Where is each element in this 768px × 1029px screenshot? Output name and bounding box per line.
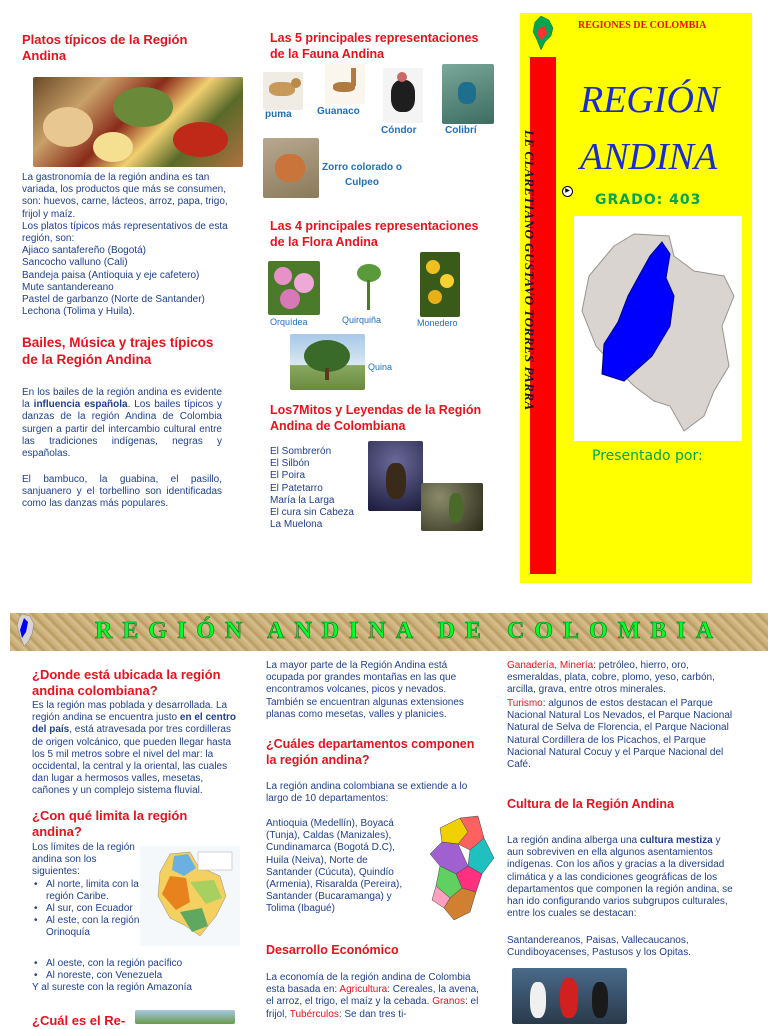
turismo-text: Turismo: algunos de estos destacan el Parque Nacional Natural Los Nevados, el Parque Nacional Natural de Selva de Florencia, el Parque Nacional Natural Cordillera de los Picachos, el Parque Nacional Natural Cocuy y el Parque Nacional del Café. xyxy=(507,698,733,771)
flora-label: Monedero xyxy=(417,318,458,328)
fauna-label: Guanaco xyxy=(317,106,360,117)
dept-list: Antioquia (Medellín), Boyacá (Tunja), Caldas (Manizales), Cundinamarca (Bogotá D.C), Huila (Neiva), Norte de Santander (Cúcuta), Quindío (Armenia), Risaralda (Pereira), Santander (Bucaramanga) y Tolima (Ibagué) xyxy=(266,818,403,915)
cover-map xyxy=(574,216,742,441)
mito-item: El Poira xyxy=(270,470,306,482)
mito-item: El Patetarro xyxy=(270,482,323,494)
plato-item: Ajiaco santafereño (Bogotá) xyxy=(22,245,146,257)
limites-map xyxy=(140,846,240,946)
bold-phrase: en el centro del país xyxy=(32,712,237,736)
quina-photo xyxy=(290,334,365,390)
fauna-label: Zorro colorado o Culpeo xyxy=(322,162,402,188)
limita-title: ¿Con qué limita la región andina? xyxy=(32,808,188,839)
platos-text xyxy=(22,172,234,318)
eco-highlight: Granos xyxy=(432,996,465,1008)
dept-intro: La región andina colombiana se extiende a lo largo de 10 departamentos: xyxy=(266,781,468,805)
limite-item: • Al oeste, con la región pacífico xyxy=(32,958,237,970)
limite-item: • Al este, con la región Orinoquía xyxy=(32,915,140,939)
bailes-title: Bailes, Música y trajes típicos de la Región Andina xyxy=(22,335,214,367)
eco-highlight: Ganadería xyxy=(507,660,555,671)
colibri-photo xyxy=(442,64,494,124)
cover-title-line2: ANDINA xyxy=(580,136,718,178)
dancers-photo xyxy=(512,968,627,1024)
bailes-p1: En los bailes de la región andina es evidente la influencia española. Los bailes típicos y danzas de la región Andina de Colombia surgen a partir del intercambio cultural entre las tradiciones indígenas, negras y españolas. xyxy=(22,387,223,460)
mito-item: La Muelona xyxy=(270,519,323,531)
limita-text xyxy=(32,842,140,940)
condor-photo xyxy=(383,68,423,123)
monedero-photo xyxy=(420,252,460,317)
plato-item: Pastel de garbanzo (Norte de Santander) xyxy=(22,294,205,306)
cover-title-line1: REGIÓN xyxy=(580,79,720,121)
departments-map xyxy=(410,808,496,928)
mito-item: El Sombrerón xyxy=(270,446,332,457)
mito-illustration xyxy=(368,441,423,511)
flora-label: Quina xyxy=(368,362,393,372)
limite-item: • Al sur, con Ecuador xyxy=(32,903,140,915)
quirquina-photo xyxy=(345,258,393,313)
mito-item: El cura sin Cabeza xyxy=(270,507,354,519)
platos-intro: La gastronomía de la región andina es tan variada, los productos que más se consumen, son: huevos, carne, lácteos, arroz, papa, trigo, frijol y maíz. xyxy=(22,172,228,220)
cover-header-title: REGIONES DE COLOMBIA xyxy=(578,20,707,31)
limita-intro: Los límites de la región andina son los siguientes: xyxy=(32,842,135,878)
limita-end: Y al sureste con la región Amazonía xyxy=(32,982,192,994)
limita-text-2 xyxy=(32,958,237,995)
cover-arrow-icon: ▶ xyxy=(562,186,573,197)
dept-title: ¿Cuáles departamentos componen la región andina? xyxy=(266,737,475,767)
eco-highlight: Agricultura xyxy=(339,984,388,996)
ubicada-title: ¿Donde está ubicada la región andina colombiana? xyxy=(32,667,221,698)
mitos-title: Los7Mitos y Leyendas de la Región Andina de Colombiana xyxy=(270,403,482,433)
fauna-label: Cóndor xyxy=(381,125,417,136)
mineria-text: Ganadería, Minería: petróleo, hierro, oro, esmeraldas, plata, cobre, plomo, yeso, carbón, arcilla, grava, entre otros minerales. xyxy=(507,660,715,696)
landscape-photo xyxy=(135,1010,235,1024)
plato-item: Mute santandereano xyxy=(22,281,114,293)
eco-text: La economía de la región andina de Colombia esta basada en: Agricultura: Cereales, la avena, el arroz, el trigo, el maíz y la cebada. Granos: el frijol, Tubérculos: Se dan tres ti- xyxy=(266,972,479,1020)
cual-title: ¿Cuál es el Re- xyxy=(32,1013,126,1028)
eco-title: Desarrollo Económico xyxy=(266,943,399,957)
mito-item: María la Larga xyxy=(270,494,335,506)
eco-highlight: Tubérculos xyxy=(289,1008,339,1020)
bailes-p2: El bambuco, la guabina, el pasillo, sanjuanero y el torbellino son identificadas como las danzas más populares. xyxy=(22,474,222,510)
bold-phrase: cultura mestiza xyxy=(639,835,713,846)
plato-item: Sancocho valluno (Cali) xyxy=(22,257,128,269)
orquidea-photo xyxy=(268,261,320,315)
puma-photo xyxy=(263,72,303,110)
eco-highlight: Minería xyxy=(559,660,594,671)
cultura-groups: Santandereanos, Paisas, Vallecaucanos, Cundiboyacenses, Pastusos y los Opitas. xyxy=(507,935,691,959)
flora-label: Quirquiña xyxy=(342,315,382,325)
guanaco-photo xyxy=(325,64,365,104)
banner-title: REGIÓN ANDINA DE COLOMBIA xyxy=(95,618,724,644)
cultura-text: La región andina alberga una cultura mestiza y aun sobreviven en ella algunos asentamientos indígenas. Con los años y gracias a la diversidad climática y a las condiciones geográficas de los departamentos que componen la región andina, se han ido configurando varios subgrupos culturales, entre los cuales se destacan: xyxy=(507,835,733,920)
fauna-label: Colibrí xyxy=(445,125,477,136)
zorro-photo xyxy=(263,138,319,198)
fauna-title: Las 5 principales representaciones de la Fauna Andina xyxy=(270,31,479,61)
mito-illustration xyxy=(421,483,483,531)
mito-item: El Silbón xyxy=(270,458,310,470)
limite-item: • Al norte, limita con la región Caribe. xyxy=(32,879,140,903)
cover-presentado: Presentado por: xyxy=(592,448,703,464)
colombia-small-icon xyxy=(527,14,559,52)
ubicada-text: Es la región mas poblada y desarrollada. La región andina se encuentra justo en el centro del país, está atravesada por tres cordilleras de origen volcánico, que pueden llegar hasta los 5 mil metros sobre el nivel del mar: la occidental, la central y la oriental, las cuales dan lugar a hermosos valles, mesetas, cañones y un complejo sistema fluvial. xyxy=(32,700,237,797)
eco-highlight: Turismo xyxy=(507,698,543,709)
food-photo xyxy=(33,77,243,167)
plato-item: Lechona (Tolima y Huila). xyxy=(22,306,135,318)
platos-lead: Los platos típicos más representativos de esta región, son: xyxy=(22,220,228,245)
plato-item: Bandeja paisa (Antioquia y eje cafetero) xyxy=(22,269,200,281)
flora-title: Las 4 principales representaciones de la Flora Andina xyxy=(270,219,479,249)
bold-phrase: influencia española xyxy=(33,399,128,411)
mitos-list xyxy=(270,446,370,531)
limite-item: • Al noreste, con Venezuela xyxy=(32,970,237,982)
cultura-title: Cultura de la Región Andina xyxy=(507,797,674,811)
platos-title: Platos típicos de la Región Andina xyxy=(22,32,188,63)
banner-map-icon xyxy=(14,612,38,648)
relieve-text: La mayor parte de la Región Andina está ocupada por grandes montañas en las que encontramos volcanes, picos y nevados. También se encuentran algunas extensiones planas como mesetas, valles y planicies. xyxy=(266,660,464,720)
flora-label: Orquídea xyxy=(270,317,308,327)
fauna-label: puma xyxy=(265,109,292,120)
cover-grado: GRADO: 403 xyxy=(595,192,702,208)
